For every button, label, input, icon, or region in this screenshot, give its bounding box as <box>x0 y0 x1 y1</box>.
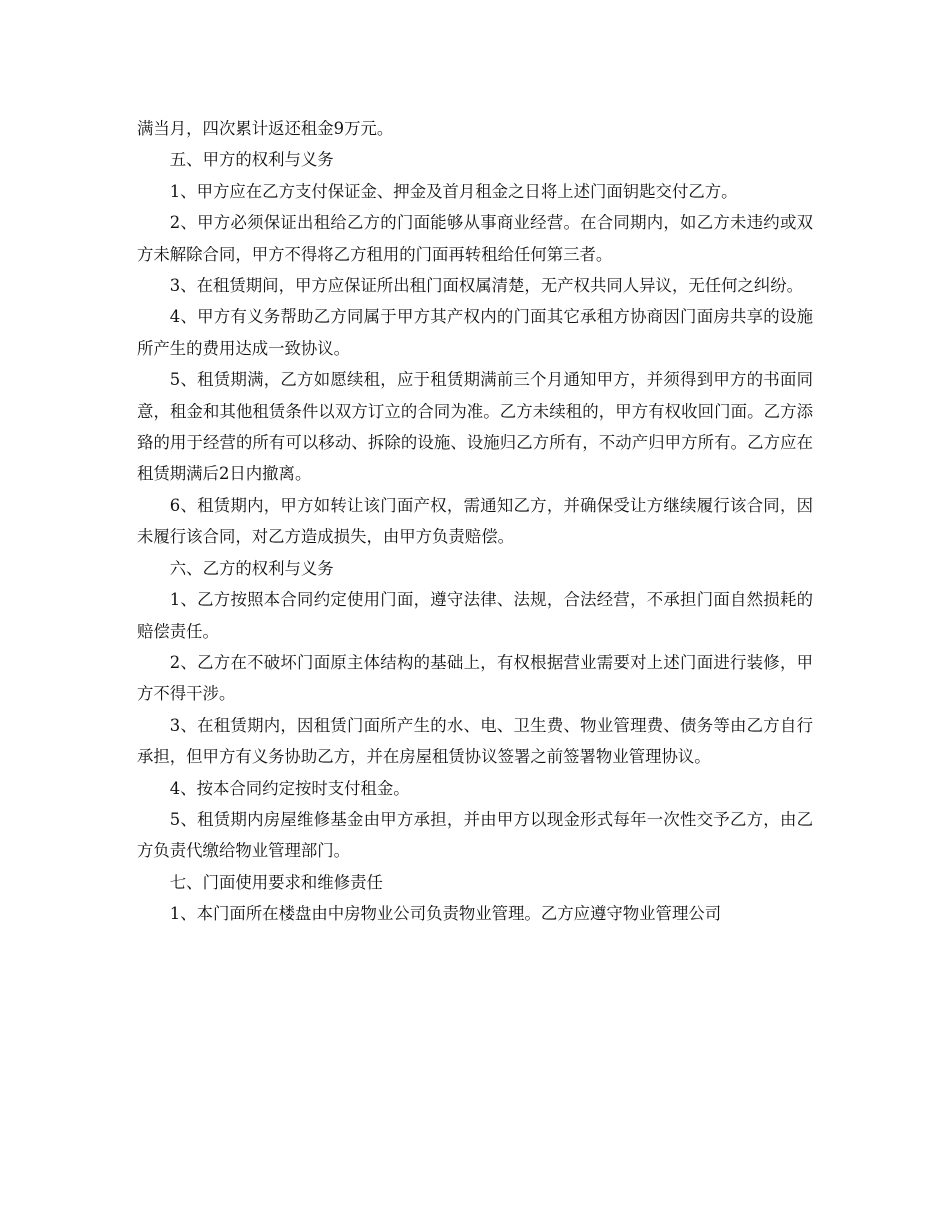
clause-5-3: 3、在租赁期间，甲方应保证所出租门面权属清楚，无产权共同人异议，无任何之纠纷。 <box>169 276 804 296</box>
section-heading-five: 五、甲方的权利与义务 <box>169 150 334 170</box>
clause-5-4: 4、甲方有义务帮助乙方同属于甲方其产权内的门面其它承租方协商因门面房共享的设施所产生的费用达成一致协议。 <box>137 307 813 358</box>
clause-6-5: 5、租赁期内房屋维修基金由甲方承担，并由甲方以现金形式每年一次性交予乙方，由乙方负责代缴给物业管理部门。 <box>137 809 813 861</box>
document-page <box>137 113 813 930</box>
clause-5-2: 2、甲方必须保证出租给乙方的门面能够从事商业经营。在合同期内，如乙方未违约或双方未解除合同，甲方不得将乙方租用的门面再转租给任何第三者。 <box>137 213 813 264</box>
clause-5-1: 1、甲方应在乙方支付保证金、押金及首月租金之日将上述门面钥匙交付乙方。 <box>169 181 738 201</box>
clause-5-6: 6、租赁期内，甲方如转让该门面产权，需通知乙方，并确保受让方继续履行该合同，因未履行该合同，对乙方造成损失，由甲方负责赔偿。 <box>137 495 813 547</box>
paragraph-continuation: 满当月，四次累计返还租金9万元。 <box>137 119 394 138</box>
clause-6-1: 1、乙方按照本合同约定使用门面，遵守法律、法规，合法经营，不承担门面自然损耗的赔偿责任。 <box>137 590 813 641</box>
clause-6-2: 2、乙方在不破坏门面原主体结构的基础上，有权根据营业需要对上述门面进行装修，甲方不得干涉。 <box>137 652 813 704</box>
clause-5-5: 5、租赁期满，乙方如愿续租，应于租赁期满前三个月通知甲方，并须得到甲方的书面同意，租金和其他租赁条件以双方订立的合同为准。乙方未续租的，甲方有权收回门面。乙方添臵的用于经营的所有可以移动、拆除的设施、设施归乙方所有，不动产归甲方所有。乙方应在租赁期满后2日内撤离。 <box>137 370 813 484</box>
clause-6-4: 4、按本合同约定按时支付租金。 <box>169 778 410 798</box>
clause-6-3: 3、在租赁期内，因租赁门面所产生的水、电、卫生费、物业管理费、债务等由乙方自行承担，但甲方有义务协助乙方，并在房屋租赁协议签署之前签署物业管理协议。 <box>137 715 813 767</box>
clause-7-1: 1、本门面所在楼盘由中房物业公司负责物业管理。乙方应遵守物业管理公司 <box>169 904 722 924</box>
section-heading-seven: 七、门面使用要求和维修责任 <box>169 872 383 892</box>
section-heading-six: 六、乙方的权利与义务 <box>169 558 334 578</box>
